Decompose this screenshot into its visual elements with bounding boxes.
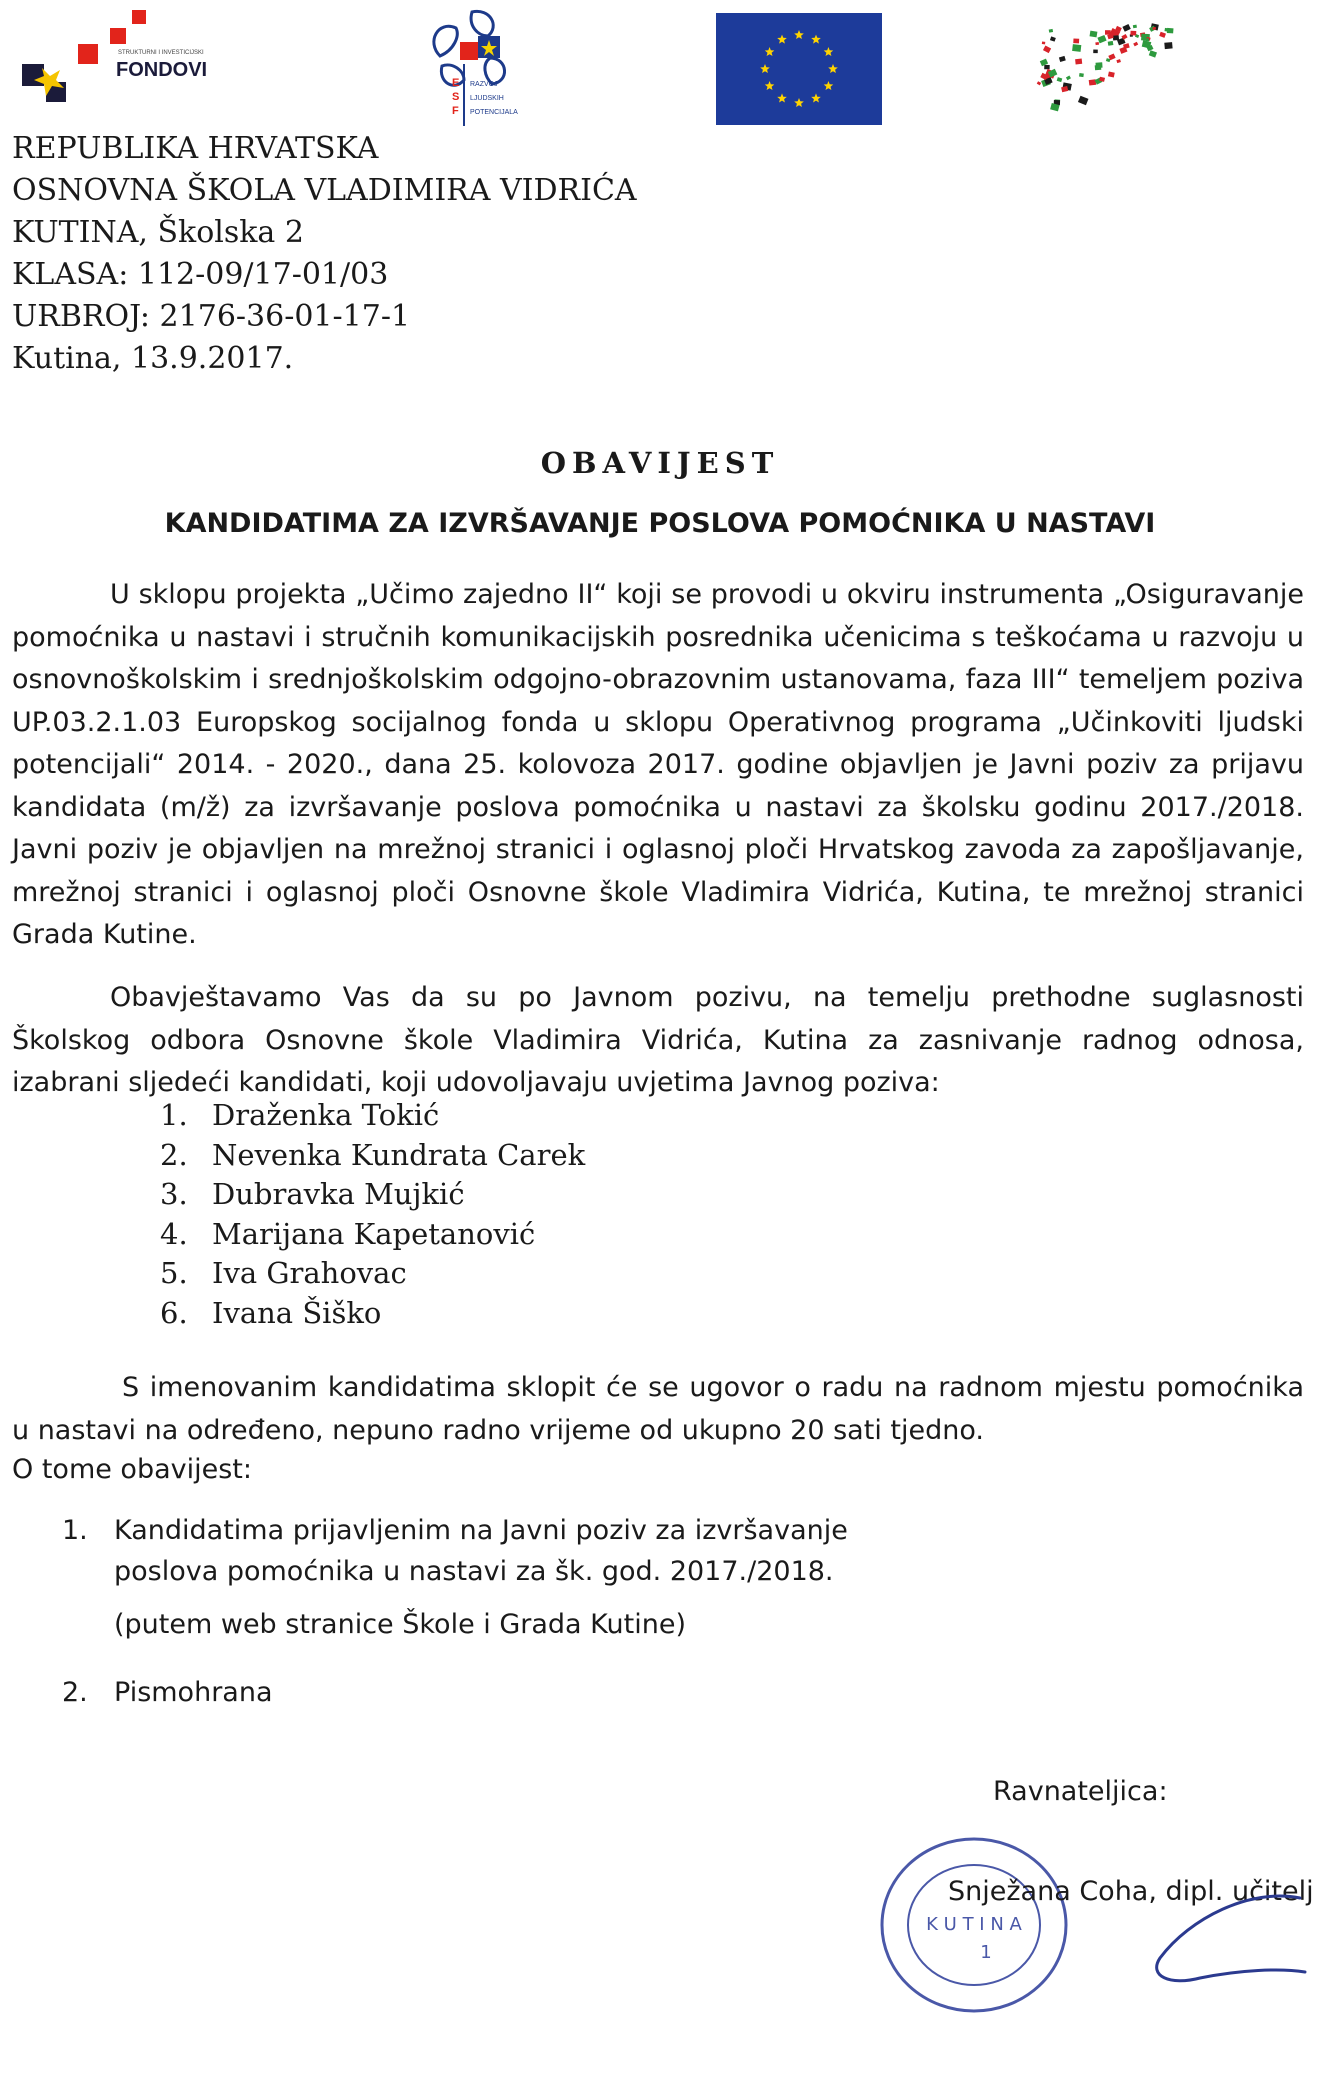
- decoration-dot: [1042, 42, 1045, 45]
- svg-text:RAZVOJ: RAZVOJ: [470, 81, 498, 88]
- candidate-name: Nevenka Kundrata Carek: [212, 1137, 586, 1172]
- notification-item-1-line-2: poslova pomoćnika u nastavi za šk. god. 2017./2018.: [114, 1556, 834, 1587]
- notification-item-2: 2. Pismohrana: [62, 1677, 273, 1708]
- list-item: 3. Dubravka Mujkić: [160, 1177, 465, 1211]
- signatory-name: Snježana Coha, dipl. učitelj: [948, 1876, 1314, 1907]
- school-address: KUTINA, Školska 2: [12, 215, 304, 250]
- list-item: 6. Ivana Šiško: [160, 1295, 382, 1330]
- school-stamp: [874, 1830, 1074, 2020]
- dotted-decoration-icon: [1030, 10, 1180, 125]
- decoration-dot: [1049, 29, 1053, 33]
- svg-text:FONDOVI: FONDOVI: [116, 59, 208, 81]
- intro-paragraph: U sklopu projekta „Učimo zajedno II“ koji se provodi u okviru instrumenta „Osiguravanje pomoćnika u nastavi i stručnih komunikacijskih posrednika učenicima s teškoćama u razvoju u osnovnoškolskim i srednjoškolskim odgojno-obrazovnim ustanovama, faza III“ temeljem poziva UP.03.2.1.03 Europskog socijalnog fonda u sklopu Operativnog programa „Učinkoviti ljudski potencijali“ 2014. - 2020., dana 25. kolovoza 2017. godine objavljen je Javni poziv za prijavu kandidata (m/ž) za izvršavanje poslova pomoćnika u nastavi za školsku godinu 2017./2018. Javni poziv je objavljen na mrežnoj stranici i oglasnoj ploči Hrvatskog zavoda za zapošljavanje, mrežnoj stranici i oglasnoj ploči Osnovne škole Vladimira Vidrića, Kutina, te mrežnoj stranici Grada Kutine.: [12, 579, 1304, 950]
- school-name: OSNOVNA ŠKOLA VLADIMIRA VIDRIĆA: [12, 173, 637, 208]
- candidate-list: [160, 1096, 585, 1333]
- contract-paragraph: S imenovanim kandidatima sklopit će se ugovor o radu na radnom mjestu pomoćnika u nastavi na određeno, nepuno radno vrijeme od ukupno 20 sati tjedno.: [12, 1372, 1304, 1446]
- decoration-dot: [1093, 50, 1098, 54]
- decoration-dot: [1037, 81, 1041, 85]
- notification-item-1-note: (putem web stranice Škole i Grada Kutine): [114, 1609, 686, 1640]
- decoration-dot: [1149, 50, 1157, 57]
- document-header: [12, 128, 637, 380]
- decoration-dot: [1072, 44, 1081, 52]
- svg-text:E: E: [452, 77, 460, 89]
- decoration-dot: [1108, 72, 1115, 78]
- decoration-dot: [1164, 42, 1172, 49]
- svg-text:POTENCIJALA: POTENCIJALA: [470, 109, 518, 116]
- candidate-name: Dubravka Mujkić: [212, 1177, 465, 1211]
- decoration-dot: [1130, 31, 1136, 36]
- decoration-dot: [1108, 41, 1114, 46]
- candidate-name: Iva Grahovac: [212, 1256, 407, 1290]
- notification-label: O tome obavijest:: [12, 1454, 252, 1485]
- decoration-dot: [1113, 35, 1119, 40]
- urbroj: URBROJ: 2176-36-01-17-1: [12, 299, 411, 334]
- candidate-name: Marijana Kapetanović: [212, 1216, 536, 1251]
- decoration-dot: [1159, 32, 1166, 38]
- decoration-dot: [1133, 25, 1137, 29]
- list-item: 5. Iva Grahovac: [160, 1256, 407, 1290]
- decoration-dot: [1090, 31, 1098, 38]
- signatory-role: Ravnateljica:: [993, 1776, 1168, 1807]
- country-line: REPUBLIKA HRVATSKA: [12, 131, 379, 166]
- decoration-dot: [1096, 62, 1103, 68]
- svg-text:LJUDSKIH: LJUDSKIH: [470, 95, 504, 102]
- decoration-dot: [1078, 96, 1089, 106]
- decoration-dot: [1079, 73, 1084, 77]
- list-item: 2. Nevenka Kundrata Carek: [160, 1137, 586, 1172]
- list-item: 4. Marijana Kapetanović: [160, 1216, 536, 1251]
- decoration-dot: [1075, 59, 1082, 65]
- esf-logo: [420, 6, 542, 130]
- decoration-dot: [1167, 28, 1174, 34]
- handwritten-signature: [1130, 1878, 1310, 1998]
- decoration-dot: [1097, 35, 1106, 43]
- decoration-dot: [1152, 27, 1156, 30]
- decoration-dot: [1122, 24, 1130, 32]
- svg-text:STRUKTURNI I INVESTICIJSKI: STRUKTURNI I INVESTICIJSKI: [118, 50, 204, 56]
- decoration-dot: [1066, 76, 1071, 81]
- page-subtitle: KANDIDATIMA ZA IZVRŠAVANJE POSLOVA POMOĆNIKA U NASTAVI: [164, 508, 1156, 539]
- decoration-dot: [1050, 36, 1056, 41]
- decoration-dot: [1073, 39, 1079, 44]
- decoration-dot: [1061, 86, 1068, 92]
- decoration-dot: [1133, 42, 1138, 47]
- decoration-dot: [1043, 46, 1051, 54]
- place-date: Kutina, 13.9.2017.: [12, 341, 294, 376]
- notification-item-1-line-1: Kandidatima prijavljenim na Javni poziv za izvršavanje: [114, 1515, 848, 1546]
- svg-text:1: 1: [980, 1942, 992, 1963]
- notification-item-1: 1. Kandidatima prijavljenim na Javni poziv za izvršavanje poslova pomoćnika u nastavi za šk. god. 2017./2018.: [62, 1515, 848, 1587]
- decoration-dot: [1044, 65, 1049, 69]
- svg-text:S: S: [452, 91, 460, 103]
- page-title: OBAVIJEST: [540, 446, 780, 480]
- eu-flag-icon: [716, 13, 882, 125]
- decoration-dot: [1116, 59, 1121, 63]
- decoration-dot: [1059, 56, 1066, 62]
- svg-text:F: F: [452, 105, 459, 117]
- candidate-name: Draženka Tokić: [212, 1098, 440, 1132]
- list-item: 1. Draženka Tokić: [160, 1098, 440, 1132]
- strukturni-fondovi-logo: [12, 6, 244, 116]
- svg-text:K U T I N A: K U T I N A: [926, 1914, 1022, 1935]
- decoration-dot: [1145, 38, 1149, 41]
- klasa: KLASA: 112-09/17-01/03: [12, 257, 389, 292]
- candidate-name: Ivana Šiško: [212, 1295, 382, 1330]
- selection-paragraph: Obavještavamo Vas da su po Javnom pozivu, na temelju prethodne suglasnosti Školskog odbora Osnovne škole Vladimira Vidrića, Kutina za zasnivanje radnog odnosa, izabrani sljedeći kandidati, koji udovoljavaju uvjetima Javnog poziva:: [12, 982, 1304, 1098]
- decoration-dot: [1095, 42, 1099, 45]
- decoration-dot: [1057, 77, 1063, 82]
